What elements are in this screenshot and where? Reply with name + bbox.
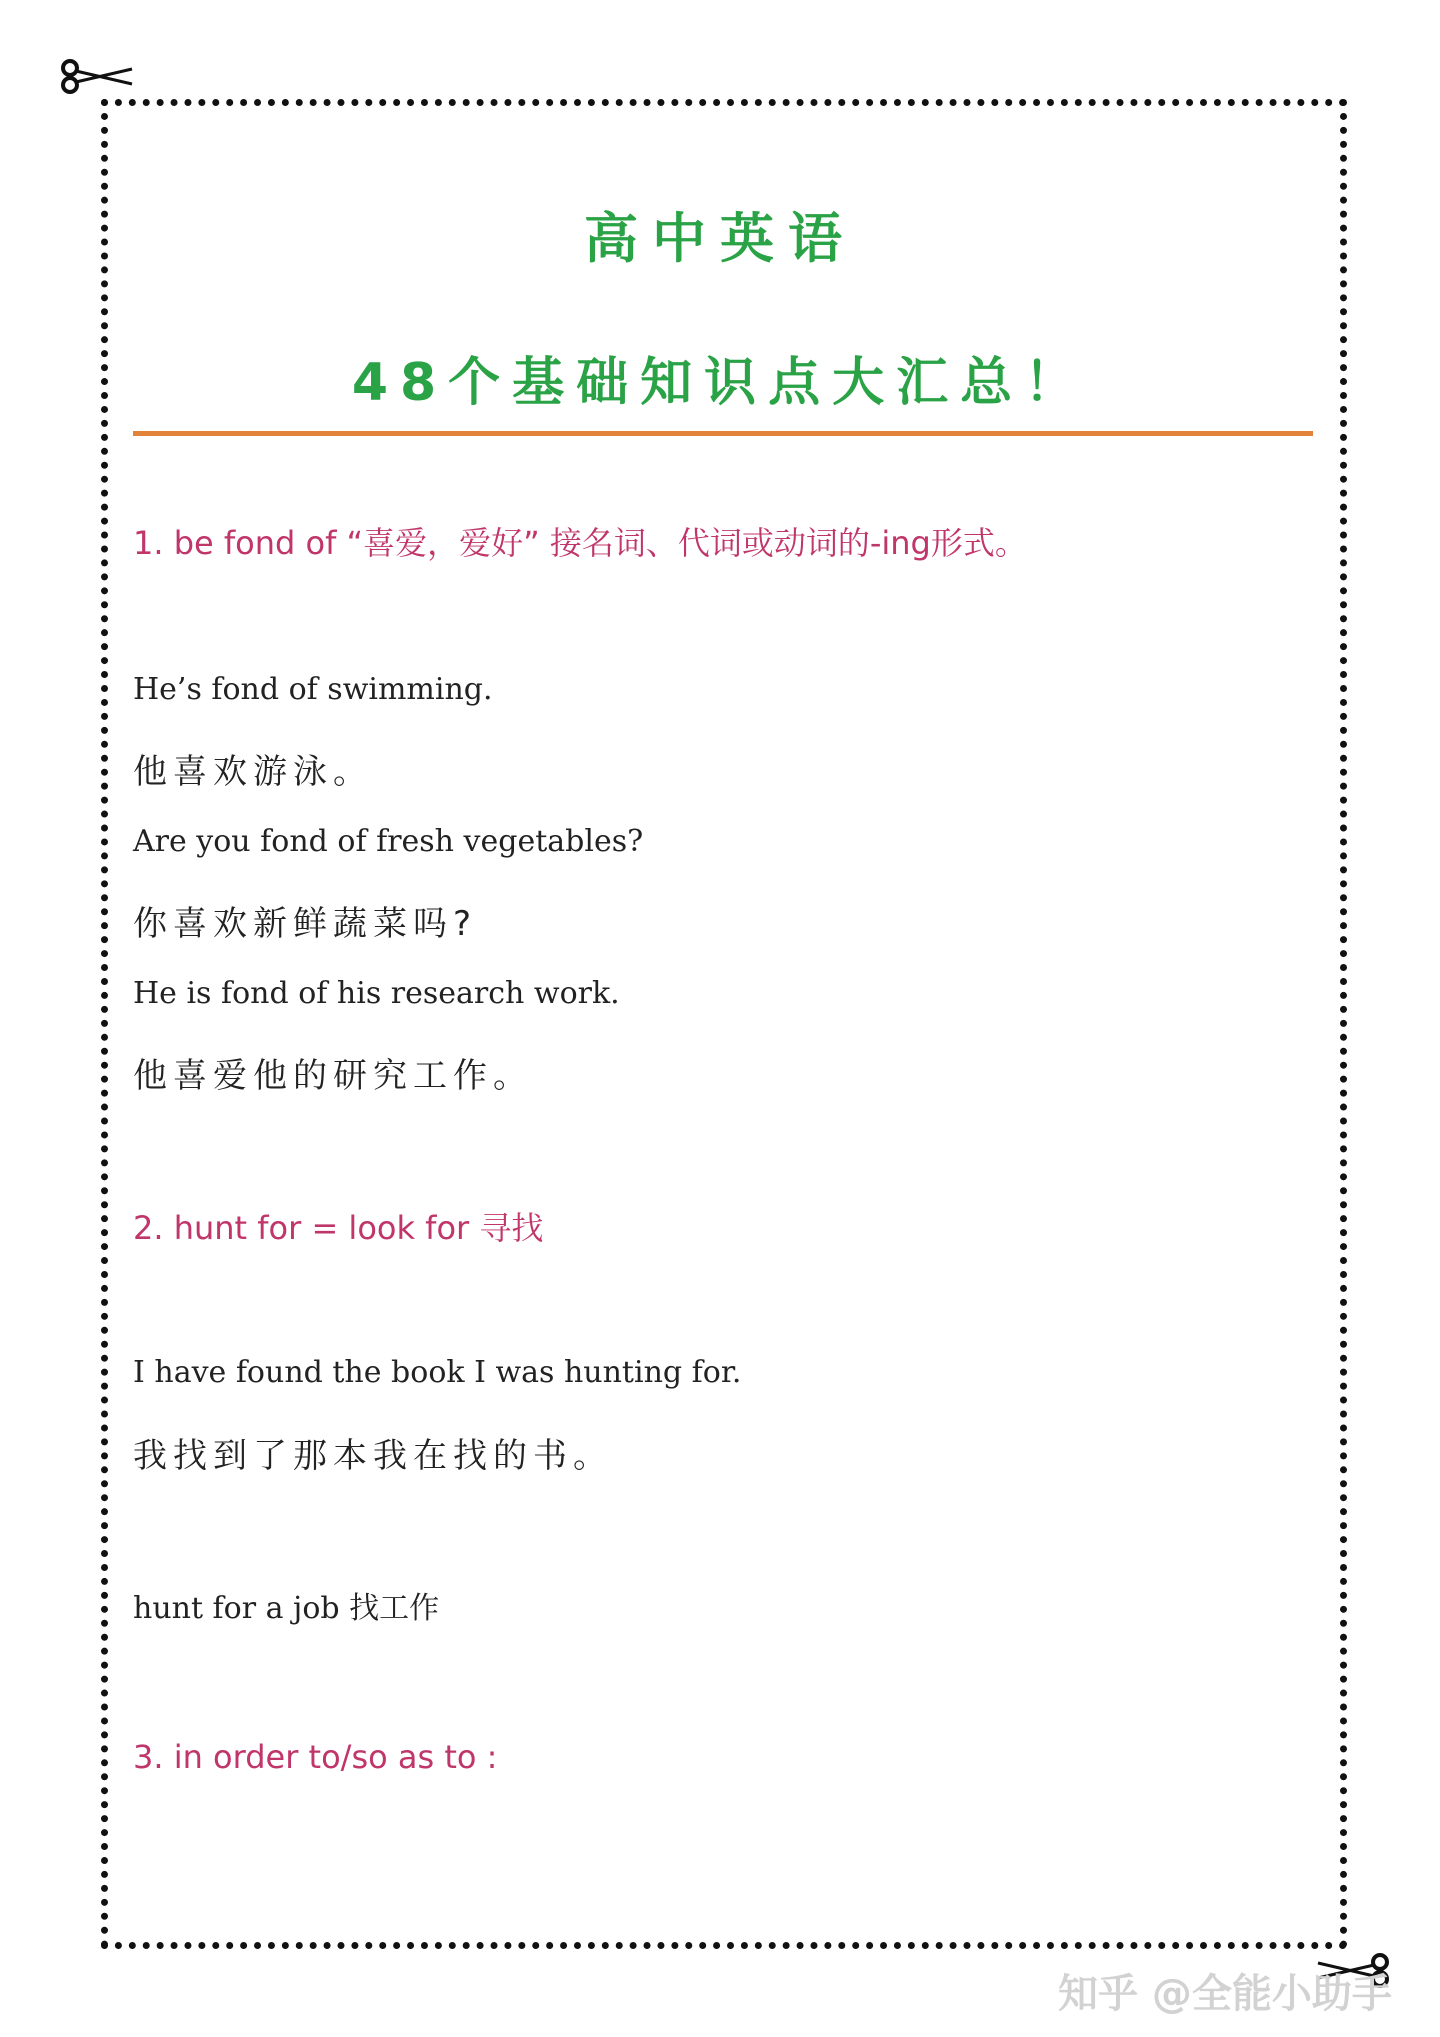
scissors-icon: [58, 56, 138, 96]
example-chinese: 他喜欢游泳。: [133, 752, 373, 792]
example-chinese: 你喜欢新鲜蔬菜吗?: [133, 904, 478, 944]
example-chinese: 他喜爱他的研究工作。: [133, 1056, 533, 1096]
item-heading: 2. hunt for = look for 寻找: [133, 1209, 544, 1247]
item-heading: 1. be fond of “喜爱，爱好” 接名词、代词或动词的-ing形式。: [133, 524, 1027, 562]
page-subtitle: 48个基础知识点大汇总！: [351, 353, 1089, 413]
watermark: 知乎 @全能小助手: [1058, 1971, 1392, 2017]
title-divider: [133, 431, 1313, 436]
item-heading: 3. in order to/so as to :: [133, 1738, 498, 1776]
example-phrase: hunt for a job 找工作: [133, 1591, 440, 1626]
example-chinese: 我找到了那本我在找的书。: [133, 1436, 613, 1476]
example-english: Are you fond of fresh vegetables?: [133, 824, 644, 859]
page-title: 高中英语: [584, 207, 856, 270]
example-english: He is fond of his research work.: [133, 976, 620, 1011]
example-english: I have found the book I was hunting for.: [133, 1355, 742, 1390]
example-english: He’s fond of swimming.: [133, 672, 493, 707]
